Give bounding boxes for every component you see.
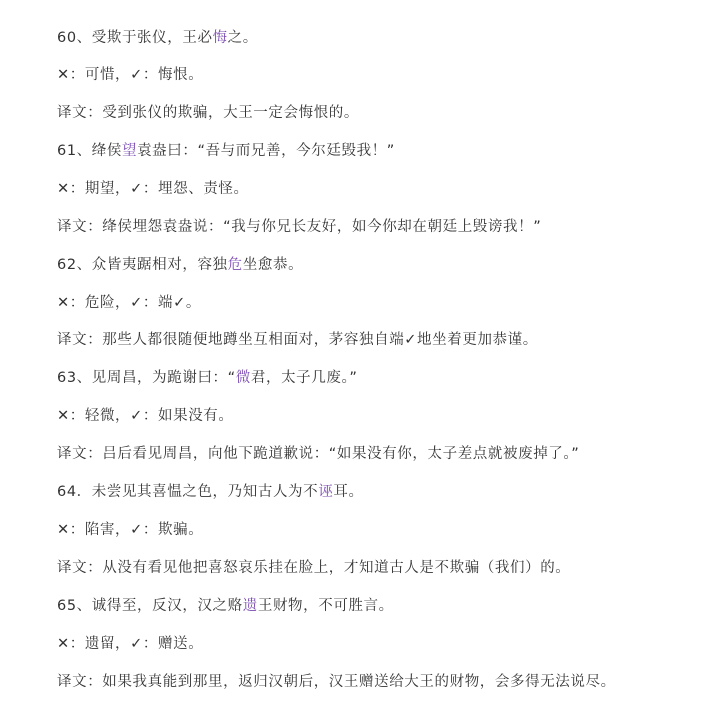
entry-65-quote (57, 596, 394, 616)
quote-text: 王财物，不可胜言。 (257, 598, 394, 614)
entry-65-meaning: ✕：遗留，✓：赠送。 (57, 636, 204, 652)
entry-60-quote (57, 28, 258, 48)
entry-65-translation: 译文：如果我真能到那里，返归汉朝后，汉王赠送给大王的财物，会多得无法说尽。 (57, 674, 616, 690)
quote-text: 63、见周昌，为跪谢曰：“ (57, 370, 236, 386)
quote-text: 60、受欺于张仪，王必 (57, 30, 213, 46)
entry-63-meaning: ✕：轻微，✓：如果没有。 (57, 408, 234, 424)
quote-text: 君，太子几废。” (250, 370, 358, 386)
entry-63-quote (57, 368, 357, 388)
quote-text: 坐愈恭。 (242, 257, 304, 273)
highlighted-word: 遗 (242, 598, 258, 614)
quote-text: 袁盎曰：“吾与而兄善，今尔廷毁我！” (137, 143, 395, 159)
entry-62-translation: 译文：那些人都很随便地蹲坐互相面对，茅容独自端✓地坐着更加恭谨。 (57, 332, 538, 348)
highlighted-word: 望 (121, 143, 138, 159)
highlighted-word: 危 (227, 257, 243, 273)
quote-text: 62、众皆夷踞相对，容独 (57, 257, 228, 273)
entry-61-translation: 译文：绛侯埋怨袁盎说：“我与你兄长友好，如今你却在朝廷上毁谤我！” (57, 219, 542, 235)
entry-62-meaning: ✕：危险，✓：端✓。 (57, 295, 201, 311)
entry-60-meaning: ✕：可惜，✓：悔恨。 (57, 67, 204, 83)
entry-64-meaning: ✕：陷害，✓：欺骗。 (57, 522, 204, 538)
quote-text: 61、绛侯 (57, 143, 122, 159)
entry-64-translation: 译文：从没有看见他把喜怒哀乐挂在脸上，才知道古人是不欺骗（我们）的。 (57, 560, 571, 576)
highlighted-word: 微 (235, 370, 251, 386)
highlighted-word: 悔 (212, 30, 228, 46)
entry-64-quote (57, 482, 364, 502)
highlighted-word: 诬 (318, 484, 334, 500)
entry-60-translation: 译文：受到张仪的欺骗，大王一定会悔恨的。 (57, 105, 359, 121)
entry-61-quote (57, 141, 395, 161)
entry-61-meaning: ✕：期望，✓：埋怨、责怪。 (57, 181, 249, 197)
quote-text: 之。 (227, 30, 258, 46)
quote-text: 65、诚得至，反汉，汉之赂 (57, 598, 243, 614)
entry-62-quote (57, 255, 303, 275)
quote-text: 64．未尝见其喜愠之色，乃知古人为不 (57, 484, 319, 500)
quote-text: 耳。 (333, 484, 364, 500)
entry-63-translation: 译文：吕后看见周昌，向他下跪道歉说：“如果没有你，太子差点就被废掉了。” (57, 446, 580, 462)
